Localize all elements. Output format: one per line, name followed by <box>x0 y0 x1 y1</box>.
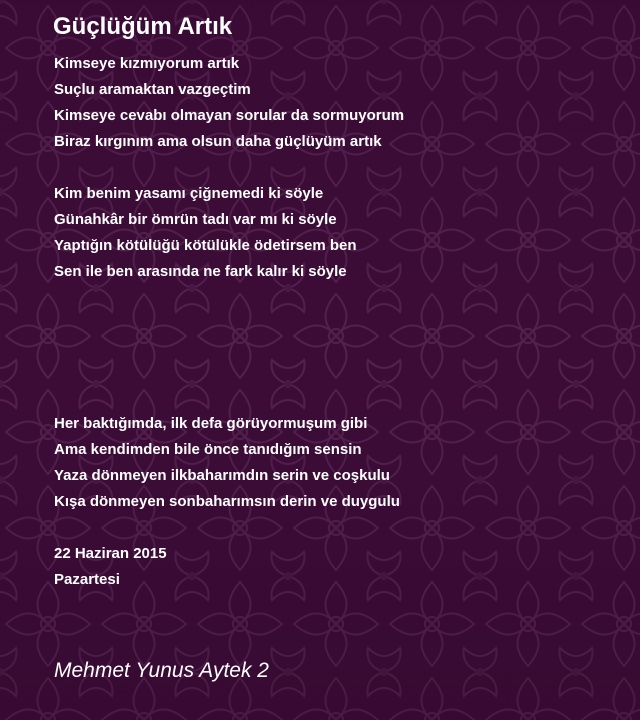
poem-line: Kimseye kızmıyorum artık <box>54 55 240 72</box>
stanza-1 <box>54 51 404 155</box>
poem-line: Ama kendimden bile önce tanıdığım sensin <box>54 441 362 458</box>
poem-line: Kışa dönmeyen sonbaharımsın derin ve duygulu <box>54 493 400 510</box>
stanza-2 <box>54 181 357 285</box>
poem-line: Yaptığın kötülüğü kötülükle ödetirsem ben <box>54 237 357 254</box>
poem-line: Kim benim yasamı çiğnemedi ki söyle <box>54 185 324 202</box>
poem-title: Güçlüğüm Artık <box>53 13 233 40</box>
stanza-3 <box>54 411 400 515</box>
poem-line: Her baktığımda, ilk defa görüyormuşum gibi <box>54 415 368 432</box>
poem-line: Suçlu aramaktan vazgeçtim <box>54 81 251 98</box>
poem-weekday: Pazartesi <box>54 571 120 588</box>
poem-line: Günahkâr bir ömrün tadı var mı ki söyle <box>54 211 337 228</box>
poem-line: Sen ile ben arasında ne fark kalır ki söyle <box>54 263 347 280</box>
poem-line: Kimseye cevabı olmayan sorular da sormuyorum <box>54 107 405 124</box>
poem-line: Yaza dönmeyen ilkbaharımdın serin ve coşkulu <box>54 467 390 484</box>
poem-date: 22 Haziran 2015 <box>54 545 167 562</box>
poem-line: Biraz kırgınım ama olsun daha güçlüyüm artık <box>54 133 382 150</box>
poem-date-block <box>54 541 167 593</box>
poem-author[interactable]: Mehmet Yunus Aytek 2 <box>54 659 269 682</box>
